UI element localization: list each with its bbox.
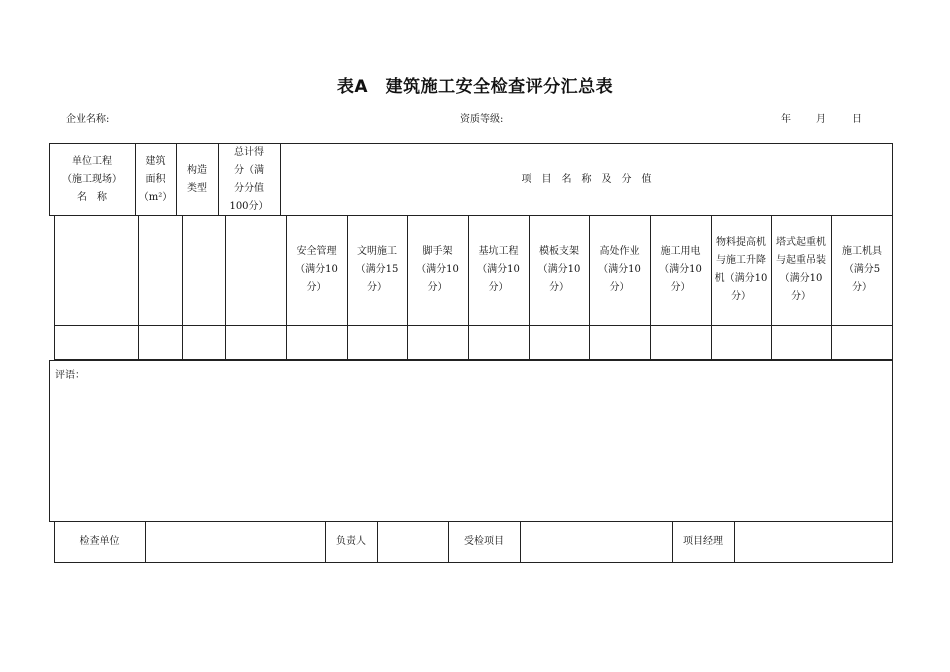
inspected-project-label: 受检项目 [464, 536, 504, 547]
item-safety-management: 安全管理 （满分10 分） [295, 246, 338, 293]
project-manager-label: 项目经理 [683, 536, 723, 547]
structure-type-header: 构造 类型 [187, 164, 207, 194]
day-label: 日 [852, 114, 862, 125]
month-label: 月 [816, 114, 826, 125]
building-area-header: 建筑 面积 （m²） [138, 155, 173, 203]
year-label: 年 [781, 114, 791, 125]
page-title: 表A 建筑施工安全检查评分汇总表 [336, 77, 614, 97]
items-heading: 项 目 名 称 及 分 值 [521, 173, 652, 185]
item-tower-crane: 塔式起重机 与起重吊装 （满分10 分） [776, 237, 826, 302]
item-scaffolding: 脚手架 （满分10 分） [416, 246, 459, 293]
item-construction-machinery: 施工机具 （满分5 分） [842, 246, 882, 293]
comments-box [49, 360, 893, 522]
project-name-header: 单位工程 （施工现场） 名 称 [62, 155, 122, 203]
item-construction-power: 施工用电 （满分10 分） [659, 246, 702, 293]
responsible-person-label: 负责人 [336, 536, 366, 547]
qualification-label: 资质等级: [460, 114, 504, 125]
item-civilized-construction: 文明施工 （满分15 分） [355, 246, 399, 293]
comments-label: 评语： [55, 370, 85, 381]
item-foundation-pit: 基坑工程 （满分10 分） [477, 246, 520, 293]
inspection-unit-label: 检查单位 [79, 536, 120, 547]
item-work-at-height: 高处作业 （满分10 分） [598, 246, 641, 293]
company-name-label: 企业名称: [66, 114, 110, 125]
total-score-header: 总计得 分（满 分分值 100分） [229, 146, 269, 212]
item-material-hoist: 物料提高机 与施工升降 机（满分10 分） [714, 237, 768, 302]
item-formwork-support: 模板支架 （满分10 分） [537, 246, 581, 293]
